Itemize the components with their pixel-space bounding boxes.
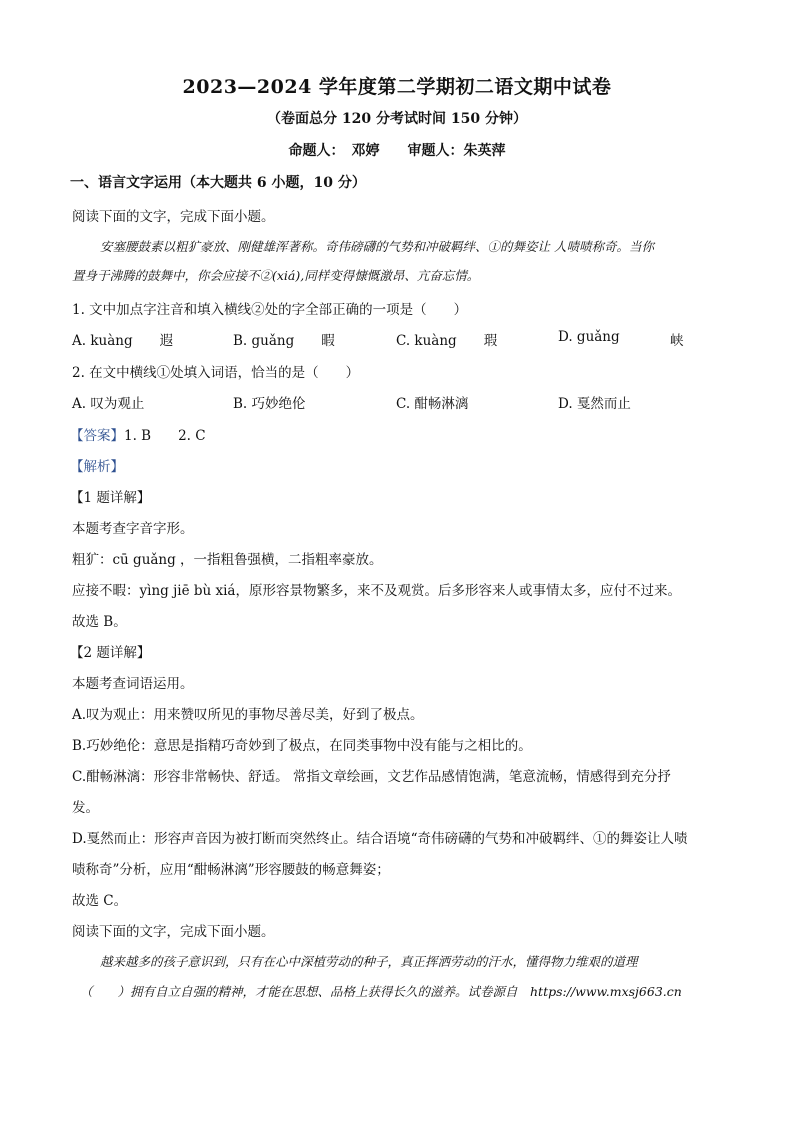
answer-line (70, 424, 206, 444)
q1-option-d-char: 峡 (670, 333, 684, 349)
analysis-label: 【解析】 (70, 459, 124, 475)
detail-1-label: 【1 题详解】 (70, 490, 151, 506)
detail-1-line: 应接不暇：yìng jiē bù xiá，原形容景物繁多，来不及观赏。后多形容来人或事情太多，应付不过来。 (72, 583, 681, 599)
page-title: 2023—2024 学年度第二学期初二语文期中试卷 (182, 76, 612, 98)
detail-2-line: 本题考查词语运用。 (72, 676, 194, 692)
instruction-2: 阅读下面的文字，完成下面小题。 (72, 924, 275, 940)
q2-option-d: D. 戛然而止 (558, 396, 631, 412)
q2-option-a: A. 叹为观止 (72, 396, 145, 412)
detail-2-line: B.巧妙绝伦：意思是指精巧奇妙到了极点，在同类事物中没有能与之相比的。 (72, 738, 532, 754)
instruction: 阅读下面的文字，完成下面小题。 (72, 209, 275, 225)
detail-2-line: D.戛然而止：形容声音因为被打断而突然终止。结合语境“奇伟磅礴的气势和冲破羁绊、①的舞姿让人啧 (72, 831, 688, 847)
q1-option-c: C. kuàng 瑕 (396, 333, 498, 349)
answer-text: 1. B 2. C (124, 428, 206, 444)
detail-1-line: 故选 B。 (72, 614, 127, 630)
detail-1-line: 粗犷：cū guǎng ，一指粗鲁强横，二指粗率豪放。 (72, 552, 383, 568)
passage-2-line: 越来越多的孩子意识到，只有在心中深植劳动的种子，真正挥洒劳动的汗水，懂得物力维艰的道理 (100, 954, 638, 969)
passage-line: 安塞腰鼓素以粗犷豪放、刚健雄浑著称。奇伟磅礴的气势和冲破羁绊、①的舞姿让 人啧啧称奇。当你 (100, 239, 654, 254)
passage-2-line: （ ）拥有自立自强的精神，才能在思想、品格上获得长久的滋养。试卷源自 https://www.mxsj663.cn (80, 984, 682, 999)
detail-2-line: 故选 C。 (72, 893, 128, 909)
detail-1-line: 本题考查字音字形。 (72, 521, 194, 537)
detail-2-label: 【2 题详解】 (70, 645, 151, 661)
q1-option-d: D. guǎng (558, 329, 620, 345)
question-1: 1. 文中加点字注音和填入横线②处的字全部正确的一项是（ ） (72, 302, 468, 318)
detail-2-line: A.叹为观止：用来赞叹所见的事物尽善尽美，好到了极点。 (72, 707, 424, 723)
q1-option-a: A. kuàng 遐 (72, 333, 174, 349)
detail-2-line: C.酣畅淋漓：形容非常畅快、舒适。 常指文章绘画，文艺作品感情饱满，笔意流畅，情感得到充分抒 (72, 769, 671, 785)
q2-option-c: C. 酣畅淋漓 (396, 396, 469, 412)
passage-line: 置身于沸腾的鼓舞中，你会应接不②(xiá),同样变得慷慨激昂、亢奋忘情。 (72, 268, 480, 283)
answer-label: 【答案】 (70, 428, 124, 444)
exam-info: （卷面总分 120 分考试时间 150 分钟） (267, 111, 527, 127)
authors-line: 命题人： 邓婷 审题人：朱英萍 (288, 143, 506, 159)
section-heading: 一、语言文字运用（本大题共 6 小题，10 分） (70, 175, 366, 191)
detail-2-line: 发。 (72, 800, 99, 816)
question-2: 2. 在文中横线①处填入词语，恰当的是（ ） (72, 365, 360, 381)
q1-option-b: B. guǎng 暇 (233, 333, 335, 349)
detail-2-line: 啧称奇”分析，应用“酣畅淋漓”形容腰鼓的畅意舞姿； (72, 862, 390, 878)
q2-option-b: B. 巧妙绝伦 (233, 396, 306, 412)
